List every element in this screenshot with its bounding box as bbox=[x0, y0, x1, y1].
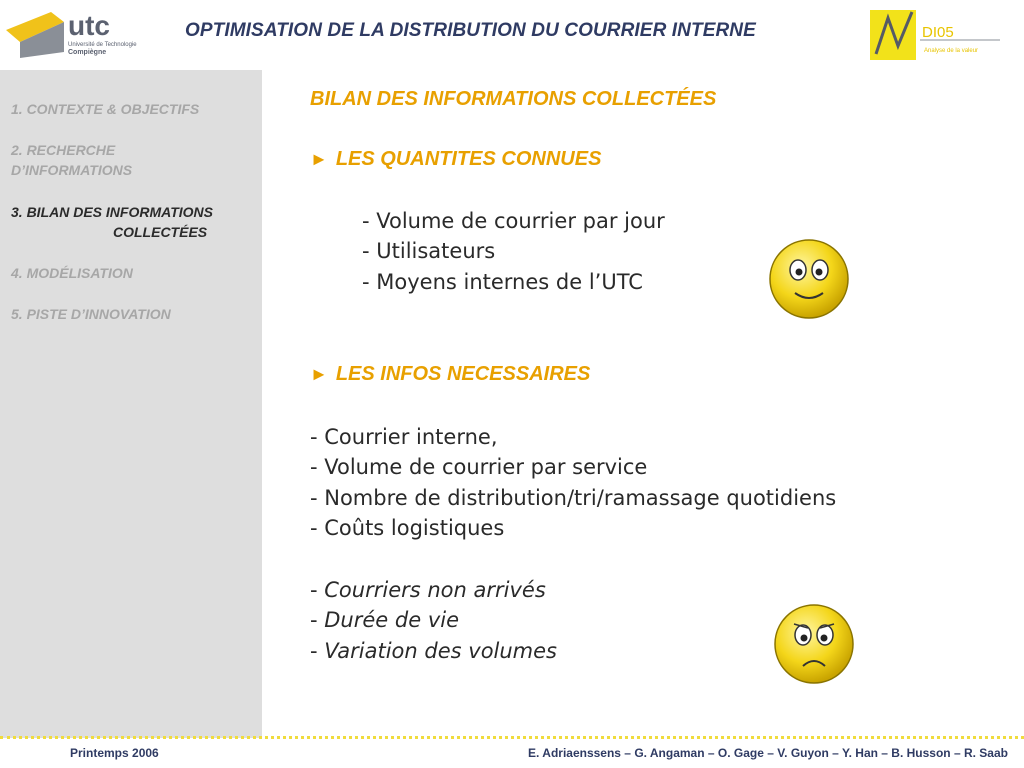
sidebar-item-label: 1. CONTEXTE & OBJECTIFS bbox=[11, 101, 200, 117]
known-quantities-heading bbox=[310, 148, 601, 171]
sidebar-item-label-line2: D’INFORMATIONS bbox=[11, 162, 133, 178]
list-item: - Coûts logistiques bbox=[310, 516, 505, 540]
slide-footer bbox=[0, 740, 1024, 768]
needed-heading-label: LES INFOS NECESSAIRES bbox=[335, 363, 591, 385]
sidebar-item-label-line2: COLLECTÉES bbox=[113, 224, 208, 240]
sad-smiley-icon bbox=[772, 602, 856, 686]
happy-smiley-icon bbox=[767, 237, 851, 321]
sidebar-item-label-line1: 3. BILAN DES INFORMATIONS bbox=[11, 204, 213, 220]
list-item: - Moyens internes de l’UTC bbox=[362, 270, 643, 294]
utc-logo-line2: Compiègne bbox=[68, 49, 107, 56]
sidebar-item-contexte[interactable] bbox=[11, 99, 199, 119]
list-prefix: - bbox=[310, 578, 325, 602]
sidebar-item-label: 5. PISTE D’INNOVATION bbox=[11, 306, 171, 322]
footer-divider bbox=[0, 736, 1024, 739]
known-heading-label: LES QUANTITES CONNUES bbox=[335, 148, 602, 170]
di05-logo-name: DI05 bbox=[922, 24, 954, 41]
sidebar-item-label-line1: 2. RECHERCHE bbox=[11, 142, 116, 158]
sidebar bbox=[0, 70, 262, 738]
list-prefix: - bbox=[310, 639, 325, 663]
list-item: - Volume de courrier par service bbox=[310, 455, 648, 479]
sidebar-item-bilan[interactable] bbox=[11, 202, 213, 242]
list-prefix: - bbox=[310, 608, 325, 632]
sidebar-item-modelisation[interactable] bbox=[11, 263, 133, 283]
utc-logo bbox=[6, 8, 146, 60]
list-item bbox=[310, 605, 459, 635]
sidebar-item-label: 4. MODÉLISATION bbox=[11, 265, 133, 281]
footer-authors: E. Adriaenssens – G. Angaman – O. Gage – V. Guyon – Y. Han – B. Husson – R. Saab bbox=[528, 746, 1008, 760]
missing-item-label: Variation des volumes bbox=[324, 639, 557, 663]
list-item: - Courrier interne, bbox=[310, 425, 498, 449]
sidebar-item-recherche[interactable] bbox=[11, 140, 132, 180]
utc-logo-name: utc bbox=[68, 10, 110, 41]
slide-header bbox=[0, 0, 1024, 70]
footer-season: Printemps 2006 bbox=[70, 746, 159, 760]
list-item bbox=[310, 636, 557, 666]
list-item bbox=[310, 575, 546, 605]
sidebar-item-innovation[interactable] bbox=[11, 304, 171, 324]
list-item: - Utilisateurs bbox=[362, 239, 496, 263]
list-item: - Volume de courrier par jour bbox=[362, 209, 665, 233]
di05-logo bbox=[866, 6, 1006, 64]
needed-info-heading bbox=[310, 363, 590, 386]
utc-logo-line1: Université de Technologie bbox=[68, 42, 137, 48]
slide-title: OPTIMISATION DE LA DISTRIBUTION DU COURRIER INTERNE bbox=[185, 20, 756, 41]
list-item: - Nombre de distribution/tri/ramassage quotidiens bbox=[310, 486, 837, 510]
missing-item-label: Courriers non arrivés bbox=[324, 578, 546, 602]
di05-logo-tagline: Analyse de la valeur bbox=[924, 48, 979, 54]
arrow-right-icon: ► bbox=[310, 364, 328, 384]
content-title: BILAN DES INFORMATIONS COLLECTÉES bbox=[310, 88, 717, 110]
missing-item-label: Durée de vie bbox=[324, 608, 460, 632]
arrow-right-icon: ► bbox=[310, 149, 328, 169]
